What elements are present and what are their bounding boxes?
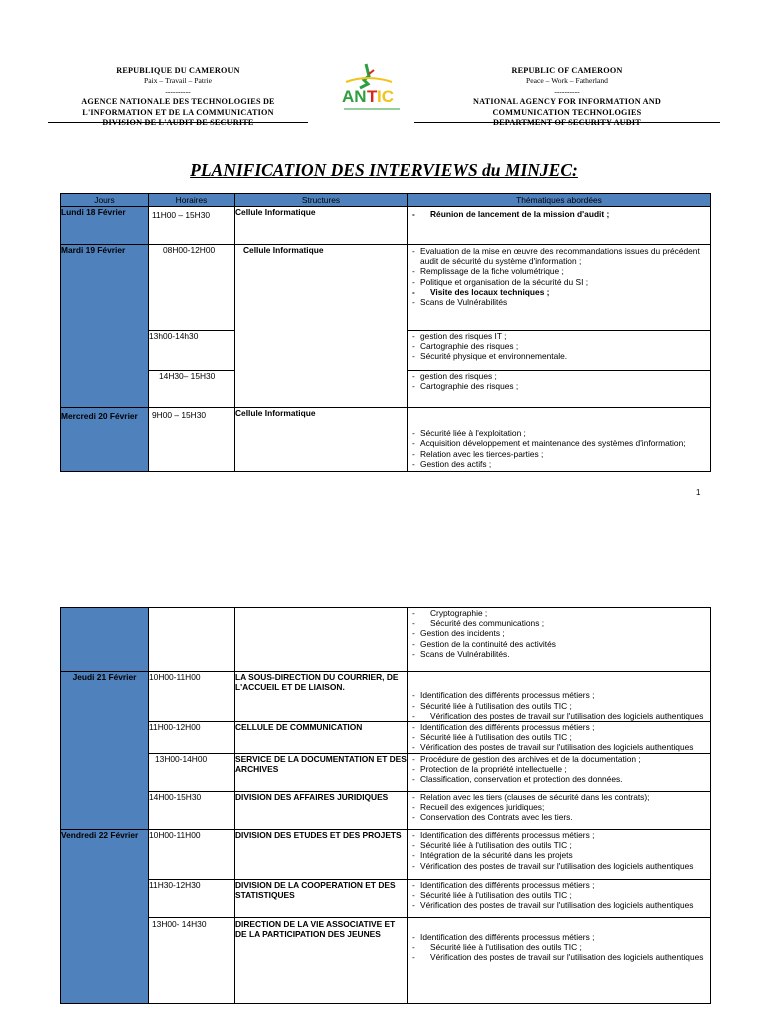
list-item: - Identification des différents processus métiers ; xyxy=(408,880,710,890)
list-item: - Politique et organisation de la sécurité du SI ; xyxy=(408,277,710,287)
list-item: - Cryptographie ; xyxy=(408,608,710,618)
table-header-row xyxy=(61,194,711,207)
separator-fr: ---------- xyxy=(165,86,191,96)
country-fr: REPUBLIQUE DU CAMEROUN xyxy=(116,66,240,75)
col-jours: Jours xyxy=(61,194,149,207)
structure-cell: Cellule Informatique xyxy=(235,408,408,472)
structure-cell: DIRECTION DE LA VIE ASSOCIATIVE ET DE LA PARTICIPATION DES JEUNES xyxy=(235,918,408,1004)
time-cell: 14H30– 15H30 xyxy=(149,371,235,408)
table-row xyxy=(61,830,711,880)
list-item: - Relation avec les tiers (clauses de sécurité dans les contrats); xyxy=(408,792,710,802)
topics-cell xyxy=(408,918,711,1004)
header-right xyxy=(414,66,720,128)
list-item: - Intégration de la sécurité dans les projets xyxy=(408,850,710,860)
time-cell: 11H00-12H00 xyxy=(149,722,235,754)
svg-text:T: T xyxy=(367,87,378,106)
svg-text:AN: AN xyxy=(342,87,367,106)
table-row xyxy=(61,207,711,245)
list-item: - Sécurité liée à l'exploitation ; xyxy=(408,428,710,438)
page-title: PLANIFICATION DES INTERVIEWS du MINJEC: xyxy=(190,160,578,180)
agency-en-line2: COMMUNICATION TECHNOLOGIES xyxy=(492,107,642,117)
col-thematiques: Thématiques abordées xyxy=(408,194,711,207)
topics-cell xyxy=(408,331,711,371)
list-item: - Vérification des postes de travail sur l'utilisation des logiciels authentiques xyxy=(408,861,710,871)
time-cell xyxy=(149,608,235,672)
svg-text:IC: IC xyxy=(377,87,394,106)
topics-cell xyxy=(408,754,711,792)
day-cell: Mardi 19 Février xyxy=(61,245,149,408)
list-item: - Sécurité liée à l'utilisation des outils TIC ; xyxy=(408,942,710,952)
day-cell: Jeudi 21 Février xyxy=(61,672,149,830)
list-item: - Identification des différents processus métiers ; xyxy=(408,830,710,840)
table-row xyxy=(61,408,711,472)
table-row xyxy=(61,245,711,331)
time-cell: 08H00-12H00 xyxy=(149,245,235,331)
table-row xyxy=(61,672,711,722)
list-item: - Vérification des postes de travail sur l'utilisation des logiciels authentiques xyxy=(408,952,710,962)
topics-cell xyxy=(408,830,711,880)
topics-cell xyxy=(408,880,711,918)
list-item: - Classification, conservation et protection des données. xyxy=(408,774,710,784)
list-item: - Sécurité physique et environnementale. xyxy=(408,351,710,361)
list-item: - Scans de Vulnérabilités xyxy=(408,297,710,307)
topics-cell xyxy=(408,245,711,331)
list-item: - Identification des différents processus métiers ; xyxy=(408,722,710,732)
list-item: - Sécurité des communications ; xyxy=(408,618,710,628)
time-cell: 13H00- 14H30 xyxy=(149,918,235,1004)
list-item: - Cartographie des risques ; xyxy=(408,381,710,391)
list-item: - Evaluation de la mise en œuvre des recommandations issues du précédent audit de sécurité du système d'information ; xyxy=(408,246,710,266)
division-fr: DIVISION DE L'AUDIT DE SECURITE xyxy=(102,118,254,128)
structure-cell xyxy=(235,608,408,672)
header-right-rule xyxy=(414,122,720,123)
list-item: - gestion des risques IT ; xyxy=(408,331,710,341)
time-cell: 10H00-11H00 xyxy=(149,830,235,880)
header-left xyxy=(48,66,308,128)
agency-fr-line2: L'INFORMATION ET DE LA COMMUNICATION xyxy=(82,107,274,117)
header-left-rule xyxy=(48,122,308,123)
table-row xyxy=(61,792,711,830)
day-cell: Vendredi 22 Février xyxy=(61,830,149,1004)
time-cell: 14H00-15H30 xyxy=(149,792,235,830)
list-item: - Visite des locaux techniques ; xyxy=(408,287,710,297)
structure-cell: CELLULE DE COMMUNICATION xyxy=(235,722,408,754)
list-item: - Réunion de lancement de la mission d'audit ; xyxy=(408,209,710,219)
topics-cell xyxy=(408,722,711,754)
list-item: - Conservation des Contrats avec les tiers. xyxy=(408,812,710,822)
time-cell: 13h00-14h30 xyxy=(149,331,235,371)
table-row xyxy=(61,754,711,792)
time-cell: 11H30-12H30 xyxy=(149,880,235,918)
list-item: - Cartographie des risques ; xyxy=(408,341,710,351)
topics-cell xyxy=(408,672,711,722)
structure-cell: SERVICE DE LA DOCUMENTATION ET DES ARCHIVES xyxy=(235,754,408,792)
separator-en: ---------- xyxy=(554,86,580,96)
time-cell: 13H00-14H00 xyxy=(149,754,235,792)
list-item: - Vérification des postes de travail sur l'utilisation des logiciels authentiques xyxy=(408,711,710,721)
antic-logo-icon xyxy=(338,60,408,118)
list-item: - Gestion de la continuité des activités xyxy=(408,639,710,649)
structure-cell: DIVISION DE LA COOPERATION ET DES STATISTIQUES xyxy=(235,880,408,918)
list-item: - Procédure de gestion des archives et de la documentation ; xyxy=(408,754,710,764)
time-cell: 9H00 – 15H30 xyxy=(149,408,235,472)
topics-cell xyxy=(408,207,711,245)
topics-cell xyxy=(408,792,711,830)
col-horaires: Horaires xyxy=(149,194,235,207)
schedule-table-1 xyxy=(60,193,711,472)
topics-cell xyxy=(408,371,711,408)
time-cell: 10H00-11H00 xyxy=(149,672,235,722)
list-item: - Relation avec les tierces-parties ; xyxy=(408,449,710,459)
table-row xyxy=(61,722,711,754)
list-item: - Vérification des postes de travail sur l'utilisation des logiciels authentiques xyxy=(408,742,710,752)
topics-cell xyxy=(408,608,711,672)
page-number: 1 xyxy=(696,488,701,497)
agency-fr-line1: AGENCE NATIONALE DES TECHNOLOGIES DE xyxy=(81,97,275,107)
list-item: - Gestion des actifs ; xyxy=(408,459,710,469)
structure-cell: Cellule Informatique xyxy=(235,245,408,408)
structure-cell: DIVISION DES AFFAIRES JURIDIQUES xyxy=(235,792,408,830)
table-row xyxy=(61,918,711,1004)
time-cell: 11H00 – 15H30 xyxy=(149,207,235,245)
col-structures: Structures xyxy=(235,194,408,207)
list-item: - Scans de Vulnérabilités. xyxy=(408,649,710,659)
day-cell: Mercredi 20 Février xyxy=(61,408,149,472)
agency-en-line1: NATIONAL AGENCY FOR INFORMATION AND xyxy=(473,97,661,107)
structure-cell: DIVISION DES ETUDES ET DES PROJETS xyxy=(235,830,408,880)
topics-cell xyxy=(408,408,711,472)
list-item: - Identification des différents processus métiers ; xyxy=(408,932,710,942)
list-item: - Sécurité liée à l'utilisation des outils TIC ; xyxy=(408,701,710,711)
antic-logo xyxy=(338,60,408,118)
list-item: - gestion des risques ; xyxy=(408,371,710,381)
list-item: - Protection de la propriété intellectuelle ; xyxy=(408,764,710,774)
list-item: - Remplissage de la fiche volumétrique ; xyxy=(408,266,710,276)
structure-cell: LA SOUS-DIRECTION DU COURRIER, DE L'ACCUEIL ET DE LIAISON. xyxy=(235,672,408,722)
structure-cell: Cellule Informatique xyxy=(235,207,408,245)
list-item: - Recueil des exigences juridiques; xyxy=(408,802,710,812)
list-item: - Identification des différents processus métiers ; xyxy=(408,690,710,700)
division-en: DEPARTMENT OF SECURITY AUDIT xyxy=(493,118,641,128)
list-item: - Acquisition développement et maintenance des systèmes d'information; xyxy=(408,438,710,448)
list-item: - Vérification des postes de travail sur l'utilisation des logiciels authentiques xyxy=(408,900,710,910)
list-item: - Sécurité liée à l'utilisation des outils TIC ; xyxy=(408,890,710,900)
table-row xyxy=(61,880,711,918)
day-cell xyxy=(61,608,149,672)
motto-fr: Paix – Travail – Patrie xyxy=(144,76,212,86)
day-cell: Lundi 18 Février xyxy=(61,207,149,245)
schedule-table-2 xyxy=(60,607,711,1004)
country-en: REPUBLIC OF CAMEROON xyxy=(511,66,623,75)
motto-en: Peace – Work – Fatherland xyxy=(526,76,608,86)
list-item: - Sécurité liée à l'utilisation des outils TIC ; xyxy=(408,840,710,850)
list-item: - Sécurité liée à l'utilisation des outils TIC ; xyxy=(408,732,710,742)
list-item: - Gestion des incidents ; xyxy=(408,628,710,638)
table-row xyxy=(61,608,711,672)
